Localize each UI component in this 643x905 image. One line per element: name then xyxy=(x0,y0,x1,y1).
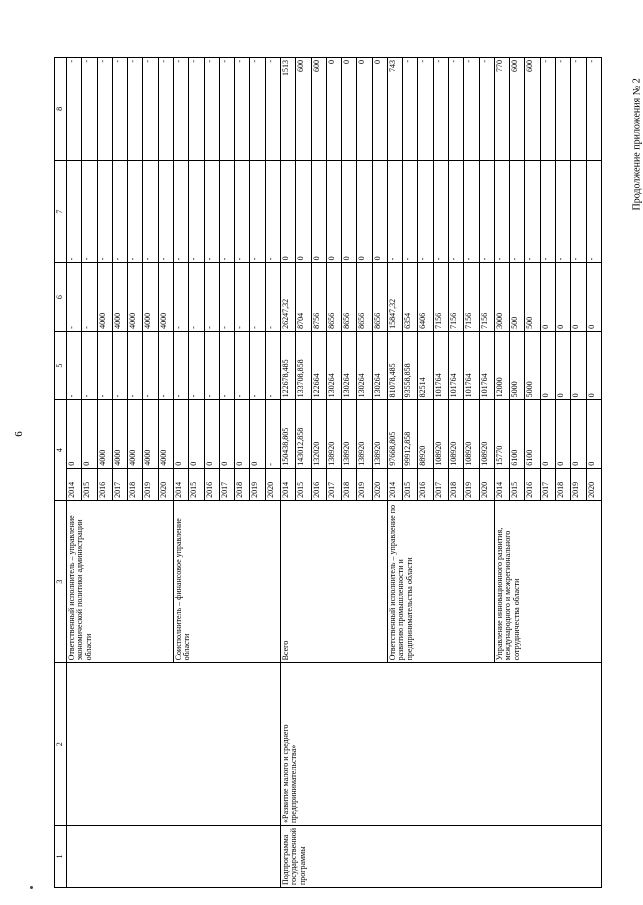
value-col8: - xyxy=(173,58,188,161)
header-cell-5: 5 xyxy=(55,331,67,399)
value-col5: 93558,858 xyxy=(403,331,418,399)
value-col5: 0 xyxy=(540,331,555,399)
year-cell: 2019 xyxy=(464,468,479,500)
value-col7: 0 xyxy=(326,160,341,263)
table-row xyxy=(67,58,82,888)
value-col7: 0 xyxy=(296,160,311,263)
year-cell: 2019 xyxy=(571,468,586,500)
value-col8: - xyxy=(235,58,250,161)
value-col4: 0 xyxy=(556,400,571,468)
value-col6: 7156 xyxy=(433,263,448,331)
value-col6: 4000 xyxy=(128,263,143,331)
group-label: Всего xyxy=(280,500,387,663)
budget-table xyxy=(54,57,602,888)
year-cell: 2018 xyxy=(342,468,357,500)
value-col8: 600 xyxy=(525,58,540,161)
col1-empty-cell xyxy=(67,825,281,887)
value-col7: - xyxy=(158,160,173,263)
value-col7: - xyxy=(387,160,402,263)
value-col7: - xyxy=(403,160,418,263)
value-col6: 0 xyxy=(571,263,586,331)
value-col8: - xyxy=(128,58,143,161)
value-col4: 108920 xyxy=(449,400,464,468)
value-col5: - xyxy=(189,331,204,399)
value-col7: - xyxy=(449,160,464,263)
value-col8: - xyxy=(97,58,112,161)
value-col5: 122664 xyxy=(311,331,326,399)
value-col8: - xyxy=(464,58,479,161)
value-col4: 0 xyxy=(82,400,97,468)
value-col5: - xyxy=(97,331,112,399)
value-col4: 0 xyxy=(235,400,250,468)
value-col5: 5000 xyxy=(510,331,525,399)
year-cell: 2018 xyxy=(128,468,143,500)
year-cell: 2018 xyxy=(556,468,571,500)
value-col4: 138920 xyxy=(372,400,387,468)
value-col5: - xyxy=(250,331,265,399)
value-col8: 0 xyxy=(357,58,372,161)
value-col8: 770 xyxy=(494,58,509,161)
value-col7: 0 xyxy=(311,160,326,263)
value-col4: 4000 xyxy=(112,400,127,468)
value-col8: 0 xyxy=(326,58,341,161)
page-number: 6 xyxy=(12,431,25,437)
value-col5: - xyxy=(173,331,188,399)
value-col8: 600 xyxy=(311,58,326,161)
value-col4: 0 xyxy=(67,400,82,468)
value-col4: 0 xyxy=(204,400,219,468)
value-col4: 143012,858 xyxy=(296,400,311,468)
value-col4: 108920 xyxy=(464,400,479,468)
value-col7: 0 xyxy=(280,160,295,263)
value-col5: - xyxy=(158,331,173,399)
value-col8: - xyxy=(189,58,204,161)
year-cell: 2014 xyxy=(494,468,509,500)
value-col8: - xyxy=(204,58,219,161)
value-col6: 8756 xyxy=(311,263,326,331)
continuation-note: Продолжение приложения № 2 xyxy=(631,78,643,211)
value-col5: 122678,485 xyxy=(280,331,295,399)
value-col5: - xyxy=(219,331,234,399)
value-col6: 6406 xyxy=(418,263,433,331)
header-cell-7: 7 xyxy=(55,160,67,263)
value-col6: 4000 xyxy=(97,263,112,331)
header-cell-8: 8 xyxy=(55,58,67,161)
value-col6: 0 xyxy=(586,263,601,331)
value-col4: 4000 xyxy=(158,400,173,468)
value-col8: - xyxy=(82,58,97,161)
year-cell: 2018 xyxy=(449,468,464,500)
value-col6: 8656 xyxy=(326,263,341,331)
value-col5: 12000 xyxy=(494,331,509,399)
value-col8: - xyxy=(449,58,464,161)
value-col6: 4000 xyxy=(112,263,127,331)
value-col4: 138920 xyxy=(357,400,372,468)
value-col8: - xyxy=(143,58,158,161)
year-cell: 2014 xyxy=(280,468,295,500)
value-col6: - xyxy=(189,263,204,331)
year-cell: 2020 xyxy=(479,468,494,500)
value-col6: 8656 xyxy=(372,263,387,331)
value-col6: 8656 xyxy=(342,263,357,331)
value-col6: 0 xyxy=(556,263,571,331)
year-cell: 2016 xyxy=(204,468,219,500)
header-cell-6: 6 xyxy=(55,263,67,331)
header-cell-1: 1 xyxy=(55,825,67,887)
value-col6: 500 xyxy=(510,263,525,331)
value-col8: 0 xyxy=(342,58,357,161)
value-col7: - xyxy=(143,160,158,263)
year-cell: 2017 xyxy=(433,468,448,500)
value-col6: 0 xyxy=(540,263,555,331)
value-col7: - xyxy=(540,160,555,263)
value-col6: 26247,32 xyxy=(280,263,295,331)
year-cell: 2016 xyxy=(418,468,433,500)
value-col4: 0 xyxy=(250,400,265,468)
value-col4: 0 xyxy=(219,400,234,468)
value-col8: - xyxy=(418,58,433,161)
subprogram-name: «Развитие малого и среднего предпринимательства» xyxy=(280,663,601,826)
value-col8: - xyxy=(586,58,601,161)
group-label: Ответственный исполнитель – управление по развитию промышленности и предпринимательства области xyxy=(387,500,494,663)
year-cell: 2014 xyxy=(387,468,402,500)
value-col5: 101764 xyxy=(479,331,494,399)
value-col7: - xyxy=(525,160,540,263)
value-col5: - xyxy=(128,331,143,399)
value-col6: 8656 xyxy=(357,263,372,331)
value-col5: 130264 xyxy=(357,331,372,399)
year-cell: 2019 xyxy=(357,468,372,500)
value-col7: - xyxy=(82,160,97,263)
value-col7: - xyxy=(235,160,250,263)
value-col4: 97668,805 xyxy=(387,400,402,468)
value-col4: 0 xyxy=(173,400,188,468)
value-col6: - xyxy=(250,263,265,331)
value-col6: - xyxy=(82,263,97,331)
value-col7: - xyxy=(494,160,509,263)
year-cell: 2018 xyxy=(235,468,250,500)
year-cell: 2017 xyxy=(326,468,341,500)
value-col7: - xyxy=(586,160,601,263)
year-cell: 2014 xyxy=(173,468,188,500)
value-col6: 7156 xyxy=(464,263,479,331)
value-col8: - xyxy=(479,58,494,161)
year-cell: 2019 xyxy=(143,468,158,500)
value-col8: - xyxy=(403,58,418,161)
value-col5: 81078,485 xyxy=(387,331,402,399)
value-col7: - xyxy=(189,160,204,263)
value-col8: - xyxy=(540,58,555,161)
value-col5: - xyxy=(112,331,127,399)
value-col4: 4000 xyxy=(97,400,112,468)
value-col6: - xyxy=(204,263,219,331)
value-col7: - xyxy=(571,160,586,263)
year-cell: 2016 xyxy=(525,468,540,500)
value-col5: 133708,858 xyxy=(296,331,311,399)
value-col5: 82514 xyxy=(418,331,433,399)
group-label: Управление инновационного развития, международного и межрегионального сотрудничества области xyxy=(494,500,601,663)
year-cell: 2020 xyxy=(158,468,173,500)
value-col5: - xyxy=(82,331,97,399)
value-col6: 4000 xyxy=(143,263,158,331)
value-col7: 0 xyxy=(342,160,357,263)
value-col8: 743 xyxy=(387,58,402,161)
value-col5: 130264 xyxy=(372,331,387,399)
value-col8: - xyxy=(158,58,173,161)
year-cell: 2015 xyxy=(82,468,97,500)
value-col8: - xyxy=(571,58,586,161)
year-cell: 2014 xyxy=(67,468,82,500)
value-col7: - xyxy=(112,160,127,263)
value-col4: 138920 xyxy=(326,400,341,468)
value-col4: 0 xyxy=(189,400,204,468)
value-col8: 600 xyxy=(296,58,311,161)
year-cell: 2019 xyxy=(250,468,265,500)
value-col4: 108920 xyxy=(433,400,448,468)
value-col7: - xyxy=(510,160,525,263)
value-col4: 99912,858 xyxy=(403,400,418,468)
value-col4: 150438,805 xyxy=(280,400,295,468)
value-col7: 0 xyxy=(357,160,372,263)
value-col5: - xyxy=(204,331,219,399)
value-col7: - xyxy=(479,160,494,263)
value-col7: - xyxy=(204,160,219,263)
value-col5: 101764 xyxy=(433,331,448,399)
value-col6: 7156 xyxy=(449,263,464,331)
value-col4: 15770 xyxy=(494,400,509,468)
rotated-table-wrapper xyxy=(54,57,602,888)
year-cell: 2015 xyxy=(510,468,525,500)
value-col4: 108920 xyxy=(479,400,494,468)
value-col4: 0 xyxy=(540,400,555,468)
value-col5: 0 xyxy=(571,331,586,399)
value-col5: 130264 xyxy=(326,331,341,399)
value-col7: - xyxy=(219,160,234,263)
value-col8: 600 xyxy=(510,58,525,161)
value-col4: 6100 xyxy=(510,400,525,468)
value-col6: 8704 xyxy=(296,263,311,331)
value-col8: - xyxy=(433,58,448,161)
year-cell: 2015 xyxy=(403,468,418,500)
year-cell: 2017 xyxy=(540,468,555,500)
header-cell-4: 4 xyxy=(55,400,67,501)
value-col8: 0 xyxy=(372,58,387,161)
group-label: Соисполнитель – финансовое управление области xyxy=(173,500,280,663)
scan-dot xyxy=(30,886,33,889)
value-col5: 130264 xyxy=(342,331,357,399)
col2-empty-cell xyxy=(67,663,281,826)
value-col7: - xyxy=(464,160,479,263)
value-col5: 0 xyxy=(586,331,601,399)
value-col5: - xyxy=(67,331,82,399)
value-col4: 132020 xyxy=(311,400,326,468)
value-col6: 7156 xyxy=(479,263,494,331)
value-col4: 88920 xyxy=(418,400,433,468)
value-col6: 15847,32 xyxy=(387,263,402,331)
value-col8: 1513 xyxy=(280,58,295,161)
value-col8: - xyxy=(112,58,127,161)
year-cell: 2016 xyxy=(97,468,112,500)
value-col5: 0 xyxy=(556,331,571,399)
value-col4: 138920 xyxy=(342,400,357,468)
table-body xyxy=(55,58,602,888)
year-cell: 2017 xyxy=(219,468,234,500)
value-col7: - xyxy=(250,160,265,263)
value-col5: - xyxy=(265,331,280,399)
value-col5: 5000 xyxy=(525,331,540,399)
value-col7: - xyxy=(265,160,280,263)
value-col7: - xyxy=(128,160,143,263)
value-col5: 101764 xyxy=(449,331,464,399)
value-col6: 4000 xyxy=(158,263,173,331)
value-col6: - xyxy=(235,263,250,331)
value-col8: - xyxy=(219,58,234,161)
value-col7: 0 xyxy=(372,160,387,263)
value-col4: 4000 xyxy=(143,400,158,468)
value-col6: - xyxy=(219,263,234,331)
value-col6: 500 xyxy=(525,263,540,331)
year-cell: 2015 xyxy=(189,468,204,500)
value-col6: - xyxy=(67,263,82,331)
group-label: Ответственный исполнитель – управление экономической политики администрации области xyxy=(67,500,174,663)
value-col7: - xyxy=(433,160,448,263)
value-col4: 0 xyxy=(586,400,601,468)
value-col6: 3000 xyxy=(494,263,509,331)
header-cell-3: 3 xyxy=(55,500,67,663)
value-col4: 4000 xyxy=(128,400,143,468)
year-cell: 2020 xyxy=(372,468,387,500)
value-col6: - xyxy=(265,263,280,331)
value-col7: - xyxy=(173,160,188,263)
value-col7: - xyxy=(97,160,112,263)
value-col8: - xyxy=(67,58,82,161)
value-col8: - xyxy=(250,58,265,161)
year-cell: 2017 xyxy=(112,468,127,500)
value-col7: - xyxy=(67,160,82,263)
value-col7: - xyxy=(418,160,433,263)
table-row xyxy=(280,58,295,888)
value-col6: - xyxy=(173,263,188,331)
year-cell: 2020 xyxy=(586,468,601,500)
header-cell-2: 2 xyxy=(55,663,67,826)
header-row xyxy=(55,58,67,888)
year-cell: 2020 xyxy=(265,468,280,500)
year-cell: 2015 xyxy=(296,468,311,500)
year-cell: 2016 xyxy=(311,468,326,500)
value-col8: - xyxy=(265,58,280,161)
value-col5: - xyxy=(143,331,158,399)
value-col5: - xyxy=(235,331,250,399)
value-col5: 101764 xyxy=(464,331,479,399)
value-col6: 6354 xyxy=(403,263,418,331)
value-col8: - xyxy=(556,58,571,161)
value-col4: - xyxy=(265,400,280,468)
value-col4: 0 xyxy=(571,400,586,468)
value-col4: 6100 xyxy=(525,400,540,468)
subprogram-label: Подпрограмма государственной программы xyxy=(280,825,601,887)
value-col7: - xyxy=(556,160,571,263)
